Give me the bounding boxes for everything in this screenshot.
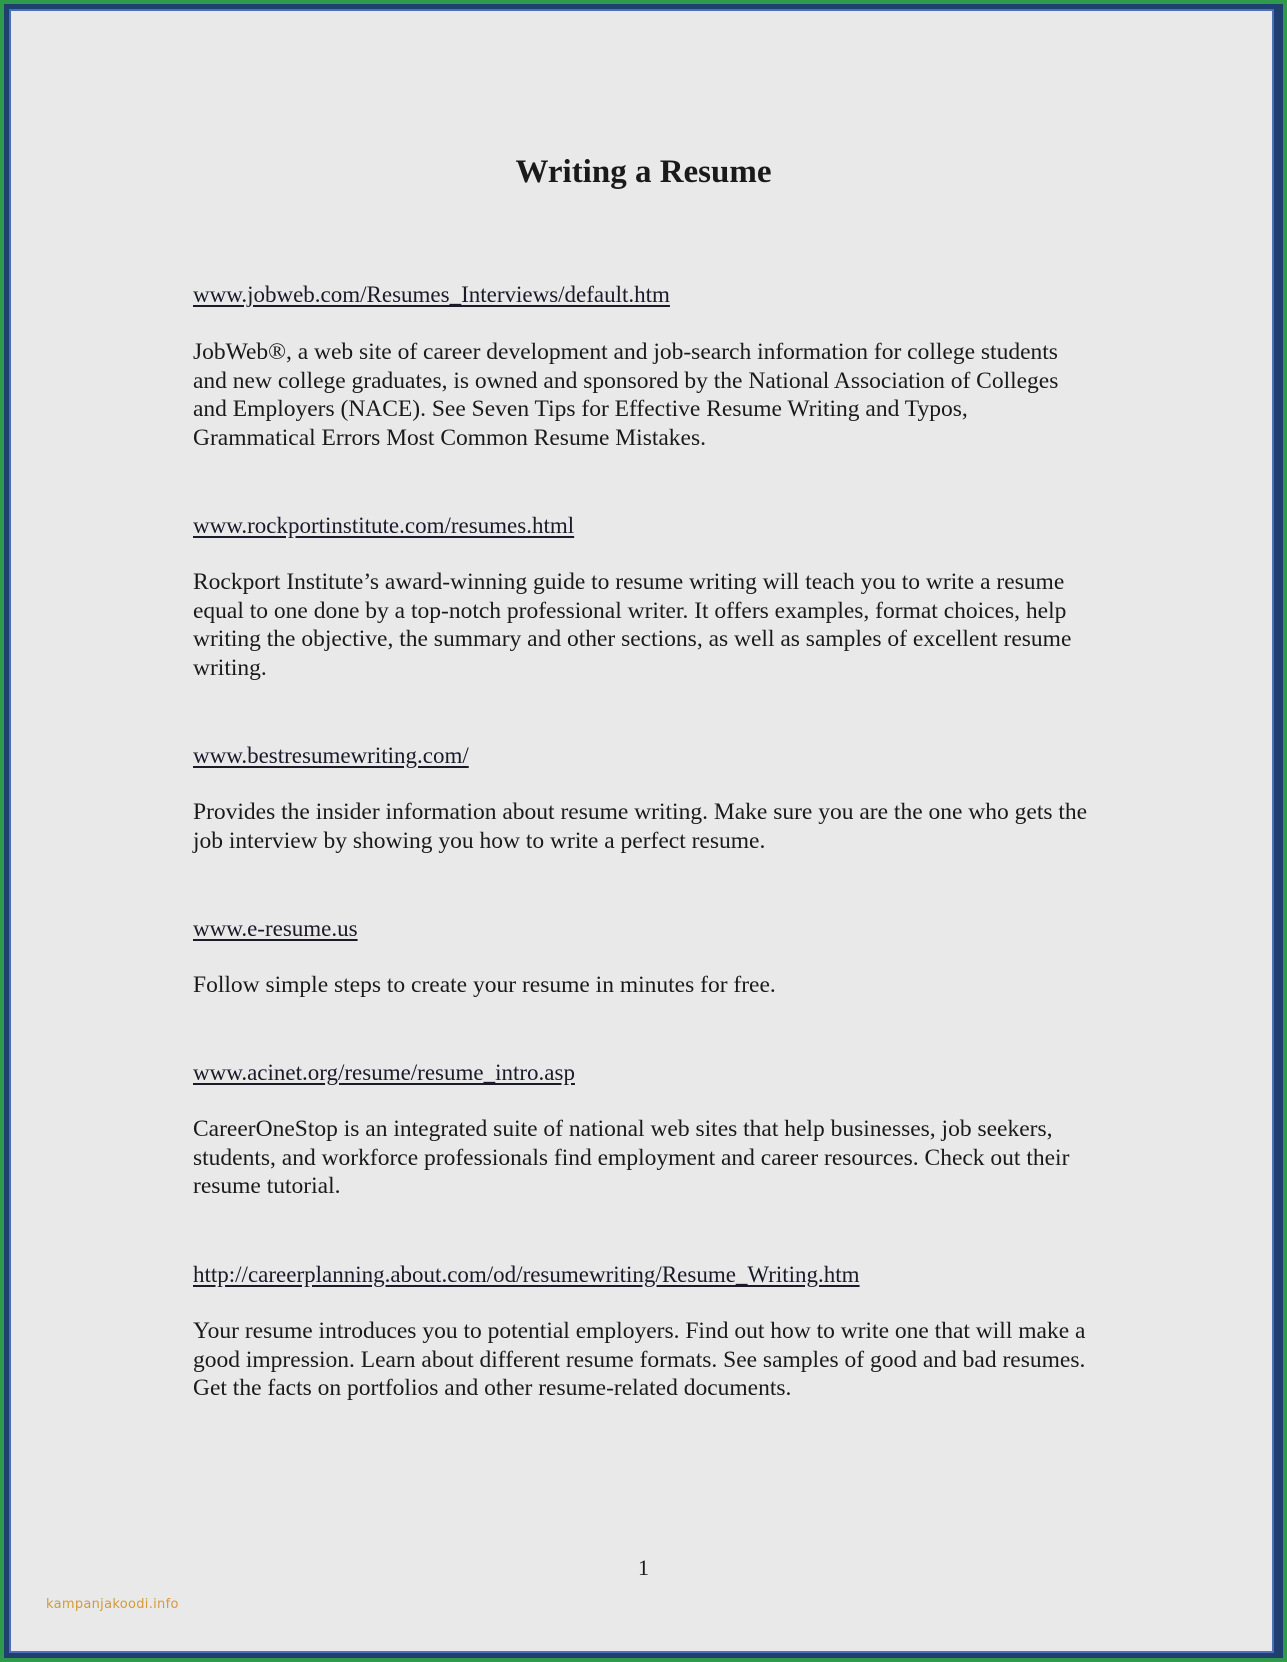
entry-link-jobweb[interactable]: www.jobweb.com/Resumes_Interviews/default.htm: [193, 282, 670, 307]
entry-description-e-resume: Follow simple steps to create your resume in minutes for free.: [193, 972, 776, 998]
page-title: Writing a Resume: [515, 154, 772, 190]
entry-description-bestresumewriting: Provides the insider information about resume writing. Make sure you are the one who gets the job interview by showing you how to write a perfect resume.: [193, 799, 1088, 854]
entry-description-careerplanning: Your resume introduces you to potential employers. Find out how to write one that will make a good impression. Learn about different resume formats. See samples of good and bad resumes. Get the facts on portfolios and other resume-related documents.: [193, 1318, 1086, 1401]
watermark: kampanjakoodi.info: [46, 1597, 179, 1612]
entry-link-bestresumewriting[interactable]: www.bestresumewriting.com/: [193, 743, 469, 768]
entry-description-rockport: Rockport Institute’s award-winning guide to resume writing will teach you to write a resume equal to one done by a top-notch professional writer. It offers examples, format choices, help writing the objective, the summary and other sections, as well as samples of excellent resume writing.: [193, 569, 1072, 681]
entry-link-acinet[interactable]: www.acinet.org/resume/resume_intro.asp: [193, 1060, 575, 1085]
page-number: 1: [638, 1555, 649, 1580]
entry-link-rockport[interactable]: www.rockportinstitute.com/resumes.html: [193, 513, 575, 538]
entry-link-e-resume[interactable]: www.e-resume.us: [193, 916, 358, 941]
entry-description-jobweb: JobWeb®, a web site of career development and job-search information for college students and new college graduates, is owned and sponsored by the National Association of Colleges and Employers (NACE). See Seven Tips for Effective Resume Writing and Typos, Grammatical Errors Most Common Resume Mistakes.: [193, 339, 1059, 451]
entry-link-careerplanning[interactable]: http://careerplanning.about.com/od/resumewriting/Resume_Writing.htm: [193, 1262, 860, 1287]
entry-description-acinet: CareerOneStop is an integrated suite of national web sites that help businesses, job seekers, students, and workforce professionals find employment and career resources. Check out their resume tutorial.: [193, 1116, 1070, 1199]
